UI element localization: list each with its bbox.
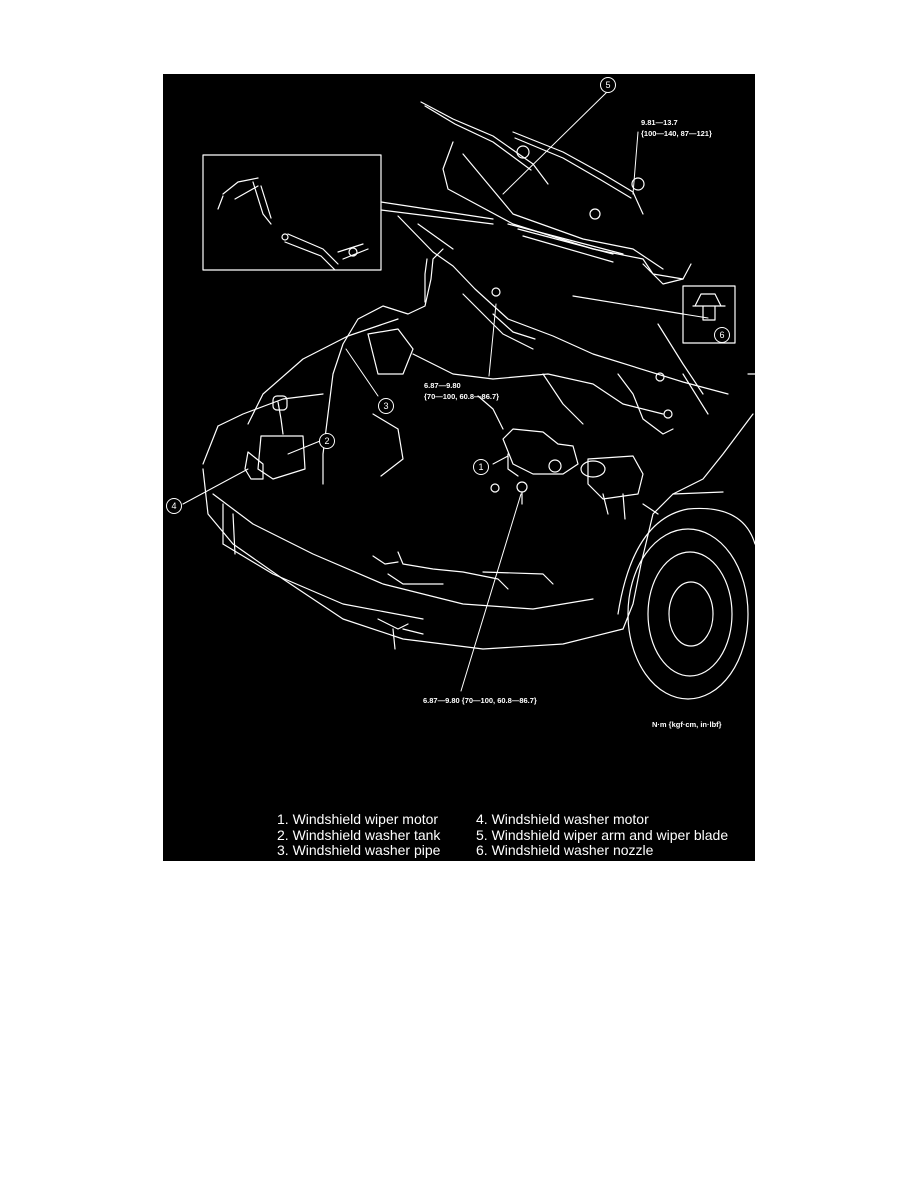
callout-4: 4 [166,498,182,514]
callout-6: 6 [714,327,730,343]
cowl-panel [443,142,691,284]
legend-item-2: 2. Windshield washer tank [277,826,441,843]
legend-item-6: 6. Windshield washer nozzle [476,842,654,858]
torque-label-mid-1: 6.87—9.80 [424,381,461,390]
callout-5: 5 [600,77,616,93]
torque-label-mid-2: {70—100, 60.8—86.7} [424,392,500,401]
units-label: N·m {kgf·cm, in·lbf} [652,720,722,729]
legend-right [476,812,728,859]
callout-2: 2 [319,433,335,449]
car-body [203,319,755,649]
wiper-arms [421,102,644,219]
callout-3: 3 [378,398,394,414]
legend-item-3: 3. Windshield washer pipe [277,842,441,858]
car-front-illustration [163,74,755,861]
torque-label-bottom: 6.87—9.80 {70—100, 60.8—86.7} [423,696,537,705]
torque-label-top-1: 9.81—13.7 [641,118,678,127]
hose-inset [203,155,381,270]
front-wheel [618,508,755,699]
callout-1: 1 [473,459,489,475]
legend-left [277,812,440,859]
torque-label-top-2: {100—140, 87—121} [641,129,712,138]
legend-item-5: 5. Windshield wiper arm and wiper blade [476,826,729,843]
nozzle-inset [573,286,735,343]
wiper-motor [503,429,643,499]
wiper-washer-diagram [163,74,755,861]
legend-item-4: 4. Windshield washer motor [476,811,649,827]
legend-item-1: 1. Windshield wiper motor [277,811,439,827]
